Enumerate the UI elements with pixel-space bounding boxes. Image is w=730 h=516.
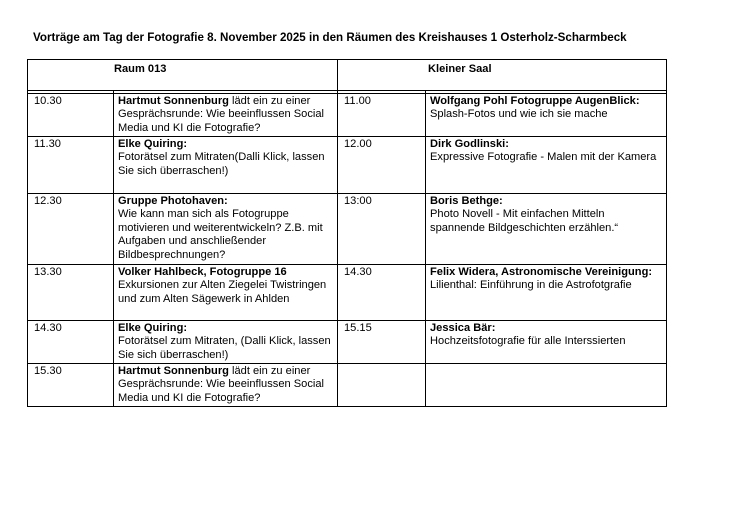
schedule-row bbox=[28, 194, 667, 265]
time-cell: 13:00 bbox=[338, 194, 426, 265]
talk-cell bbox=[426, 94, 667, 137]
talk-cell bbox=[114, 265, 338, 321]
talk-description: Splash-Fotos und wie ich sie mache bbox=[430, 108, 608, 121]
schedule-row bbox=[28, 94, 667, 137]
speaker-name: Elke Quiring: bbox=[118, 138, 188, 150]
talk-cell bbox=[426, 321, 667, 364]
talk-description: Lilienthal: Einführung in die Astrofotgrafie bbox=[430, 279, 632, 292]
schedule-row bbox=[28, 364, 667, 407]
time-cell: 12.00 bbox=[338, 137, 426, 194]
time-cell bbox=[338, 364, 426, 407]
talk-cell bbox=[114, 364, 338, 407]
talk-description: Expressive Fotografie - Malen mit der Kamera bbox=[430, 151, 657, 164]
talk-description: Wie kann man sich als Fotogruppe motivieren und weiterentwickeln? Z.B. mit Aufgaben und anschließender Bildbesprechnungen? bbox=[118, 208, 323, 261]
schedule-row bbox=[28, 265, 667, 321]
time-cell: 11.30 bbox=[28, 137, 114, 194]
time-cell: 14.30 bbox=[338, 265, 426, 321]
time-cell: 12.30 bbox=[28, 194, 114, 265]
talk-cell bbox=[114, 321, 338, 364]
time-cell: 14.30 bbox=[28, 321, 114, 364]
schedule-table bbox=[27, 59, 667, 407]
speaker-name: Hartmut Sonnenburg bbox=[118, 95, 229, 107]
talk-description: Fotorätsel zum Mitraten(Dalli Klick, lassen Sie sich überraschen!) bbox=[118, 151, 325, 177]
speaker-name: Felix Widera, Astronomische Vereinigung: bbox=[430, 266, 653, 278]
schedule-row bbox=[28, 137, 667, 194]
speaker-name: Boris Bethge: bbox=[430, 195, 503, 207]
schedule-row bbox=[28, 321, 667, 364]
talk-cell bbox=[114, 94, 338, 137]
time-cell: 10.30 bbox=[28, 94, 114, 137]
time-cell: 13.30 bbox=[28, 265, 114, 321]
talk-cell bbox=[426, 194, 667, 265]
talk-description: lädt ein zu einer Gesprächsrunde: Wie beeinflussen Social Media und KI die Fotografie? bbox=[118, 95, 324, 134]
talk-cell bbox=[114, 194, 338, 265]
speaker-name: Gruppe Photohaven: bbox=[118, 195, 228, 207]
speaker-name: Jessica Bär: bbox=[430, 322, 496, 334]
speaker-name: Wolfgang Pohl Fotogruppe AugenBlick: bbox=[430, 95, 640, 107]
talk-description: Hochzeitsfotografie für alle Interssierten bbox=[430, 335, 626, 348]
time-cell: 15.30 bbox=[28, 364, 114, 407]
page-title: Vorträge am Tag der Fotografie 8. November 2025 in den Räumen des Kreishauses 1 Osterholz-Scharmbeck bbox=[33, 31, 627, 44]
talk-cell bbox=[426, 137, 667, 194]
talk-description: Exkursionen zur Alten Ziegelei Twistringen und zum Alten Sägewerk in Ahlden bbox=[118, 279, 327, 305]
talk-cell bbox=[426, 364, 667, 407]
header-row bbox=[28, 60, 667, 91]
speaker-name: Volker Hahlbeck, Fotogruppe 16 bbox=[118, 266, 287, 278]
talk-description: Fotorätsel zum Mitraten, (Dalli Klick, lassen Sie sich überraschen!) bbox=[118, 335, 331, 361]
room-header-kleiner-saal: Kleiner Saal bbox=[338, 60, 667, 91]
talk-cell bbox=[426, 265, 667, 321]
time-cell: 11.00 bbox=[338, 94, 426, 137]
talk-description: lädt ein zu einer Gesprächsrunde: Wie beeinflussen Social Media und KI die Fotografie? bbox=[118, 365, 324, 404]
speaker-name: Hartmut Sonnenburg bbox=[118, 365, 229, 377]
talk-cell bbox=[114, 137, 338, 194]
time-cell: 15.15 bbox=[338, 321, 426, 364]
room-header-raum-013: Raum 013 bbox=[28, 60, 338, 91]
speaker-name: Dirk Godlinski: bbox=[430, 138, 509, 150]
speaker-name: Elke Quiring: bbox=[118, 322, 188, 334]
talk-description: Photo Novell - Mit einfachen Mitteln spannende Bildgeschichten erzählen.“ bbox=[430, 208, 619, 234]
